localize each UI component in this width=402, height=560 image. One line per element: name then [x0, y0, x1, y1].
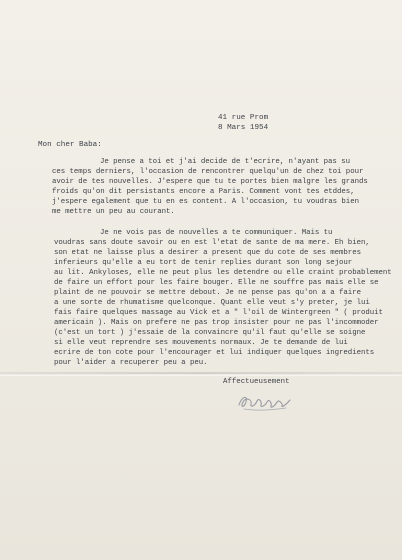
paragraph-2-line: americain ). Mais on prefere ne pas trop insister pour ne pas l'incommoder: [54, 319, 379, 327]
street-address: 41 rue Prom: [218, 114, 269, 122]
paragraph-2-line: de faire un effort pour les faire bouger. Elle ne souffre pas mais elle se: [54, 279, 379, 287]
paragraph-1-line: froids qu'on dit persistants encore a Paris. Comment vont tes etddes,: [52, 188, 355, 196]
paragraph-2-line: ecrire de ton cote pour l'encourager et lui indiquer quelques ingredients: [54, 349, 375, 357]
paragraph-2-line: son etat ne laisse plus a desirer a present que du cote de ses membres: [54, 249, 361, 257]
paragraph-2-line: Je ne vois pas de nouvelles a te communiquer. Mais tu: [100, 229, 333, 237]
salutation: Mon cher Baba:: [38, 141, 102, 149]
paragraph-2-line: a une sorte de rhumatisme quelconque. Quant elle veut s'y preter, je lui: [54, 299, 370, 307]
sender-address-block: [218, 114, 268, 133]
paragraph-1-line: j'espere egalement que tu en es content. A l'occasion, tu voudras bien: [52, 198, 359, 206]
paragraph-2-line: pour l'aider a recuperer peu a peu.: [54, 359, 208, 367]
signature-scrawl-icon: [236, 390, 294, 412]
paragraph-1-line: ces temps derniers, l'occasion de rencontrer quelqu'un de chez toi pour: [52, 168, 364, 176]
paragraph-2-line: inferieurs qu'elle a eu tort de tenir replies durant son long sejour: [54, 259, 353, 267]
paper-fold-highlight: [0, 375, 402, 376]
paragraph-1-line: Je pense a toi et j'ai decide de t'ecrire, n'ayant pas su: [100, 158, 350, 166]
paragraph-2-line: si elle veut reprendre ses mouvements normaux. Je te demande de lui: [54, 339, 348, 347]
paragraph-1-line: me mettre un peu au courant.: [52, 208, 175, 216]
paragraph-2-line: voudras sans doute savoir ou en est l'etat de sante de ma mere. Eh bien,: [54, 239, 370, 247]
paper-fold-line: [0, 372, 402, 374]
letter-date: 8 Mars 1954: [218, 123, 269, 132]
handwritten-signature: [236, 390, 294, 417]
paragraph-2-line: (c'est un tort ) j'essaie de la convaincre qu'il faut qu'elle se soigne: [54, 329, 366, 337]
paragraph-2-line: fais faire quelques massage au Vick et a " l'oil de Wintergreen " ( produit: [54, 309, 383, 317]
paragraph-2-line: au lit. Ankyloses, elle ne peut plus les detendre ou elle craint probablement: [54, 269, 392, 277]
paragraph-2-line: plaint de ne pouvoir se mettre debout. Je ne pense pas qu'on a a faire: [54, 289, 361, 297]
paragraph-1-line: avoir de tes nouvelles. J'espere que tu te portes bien malgre les grands: [52, 178, 368, 186]
closing-salutation: Affectueusement: [223, 378, 290, 386]
